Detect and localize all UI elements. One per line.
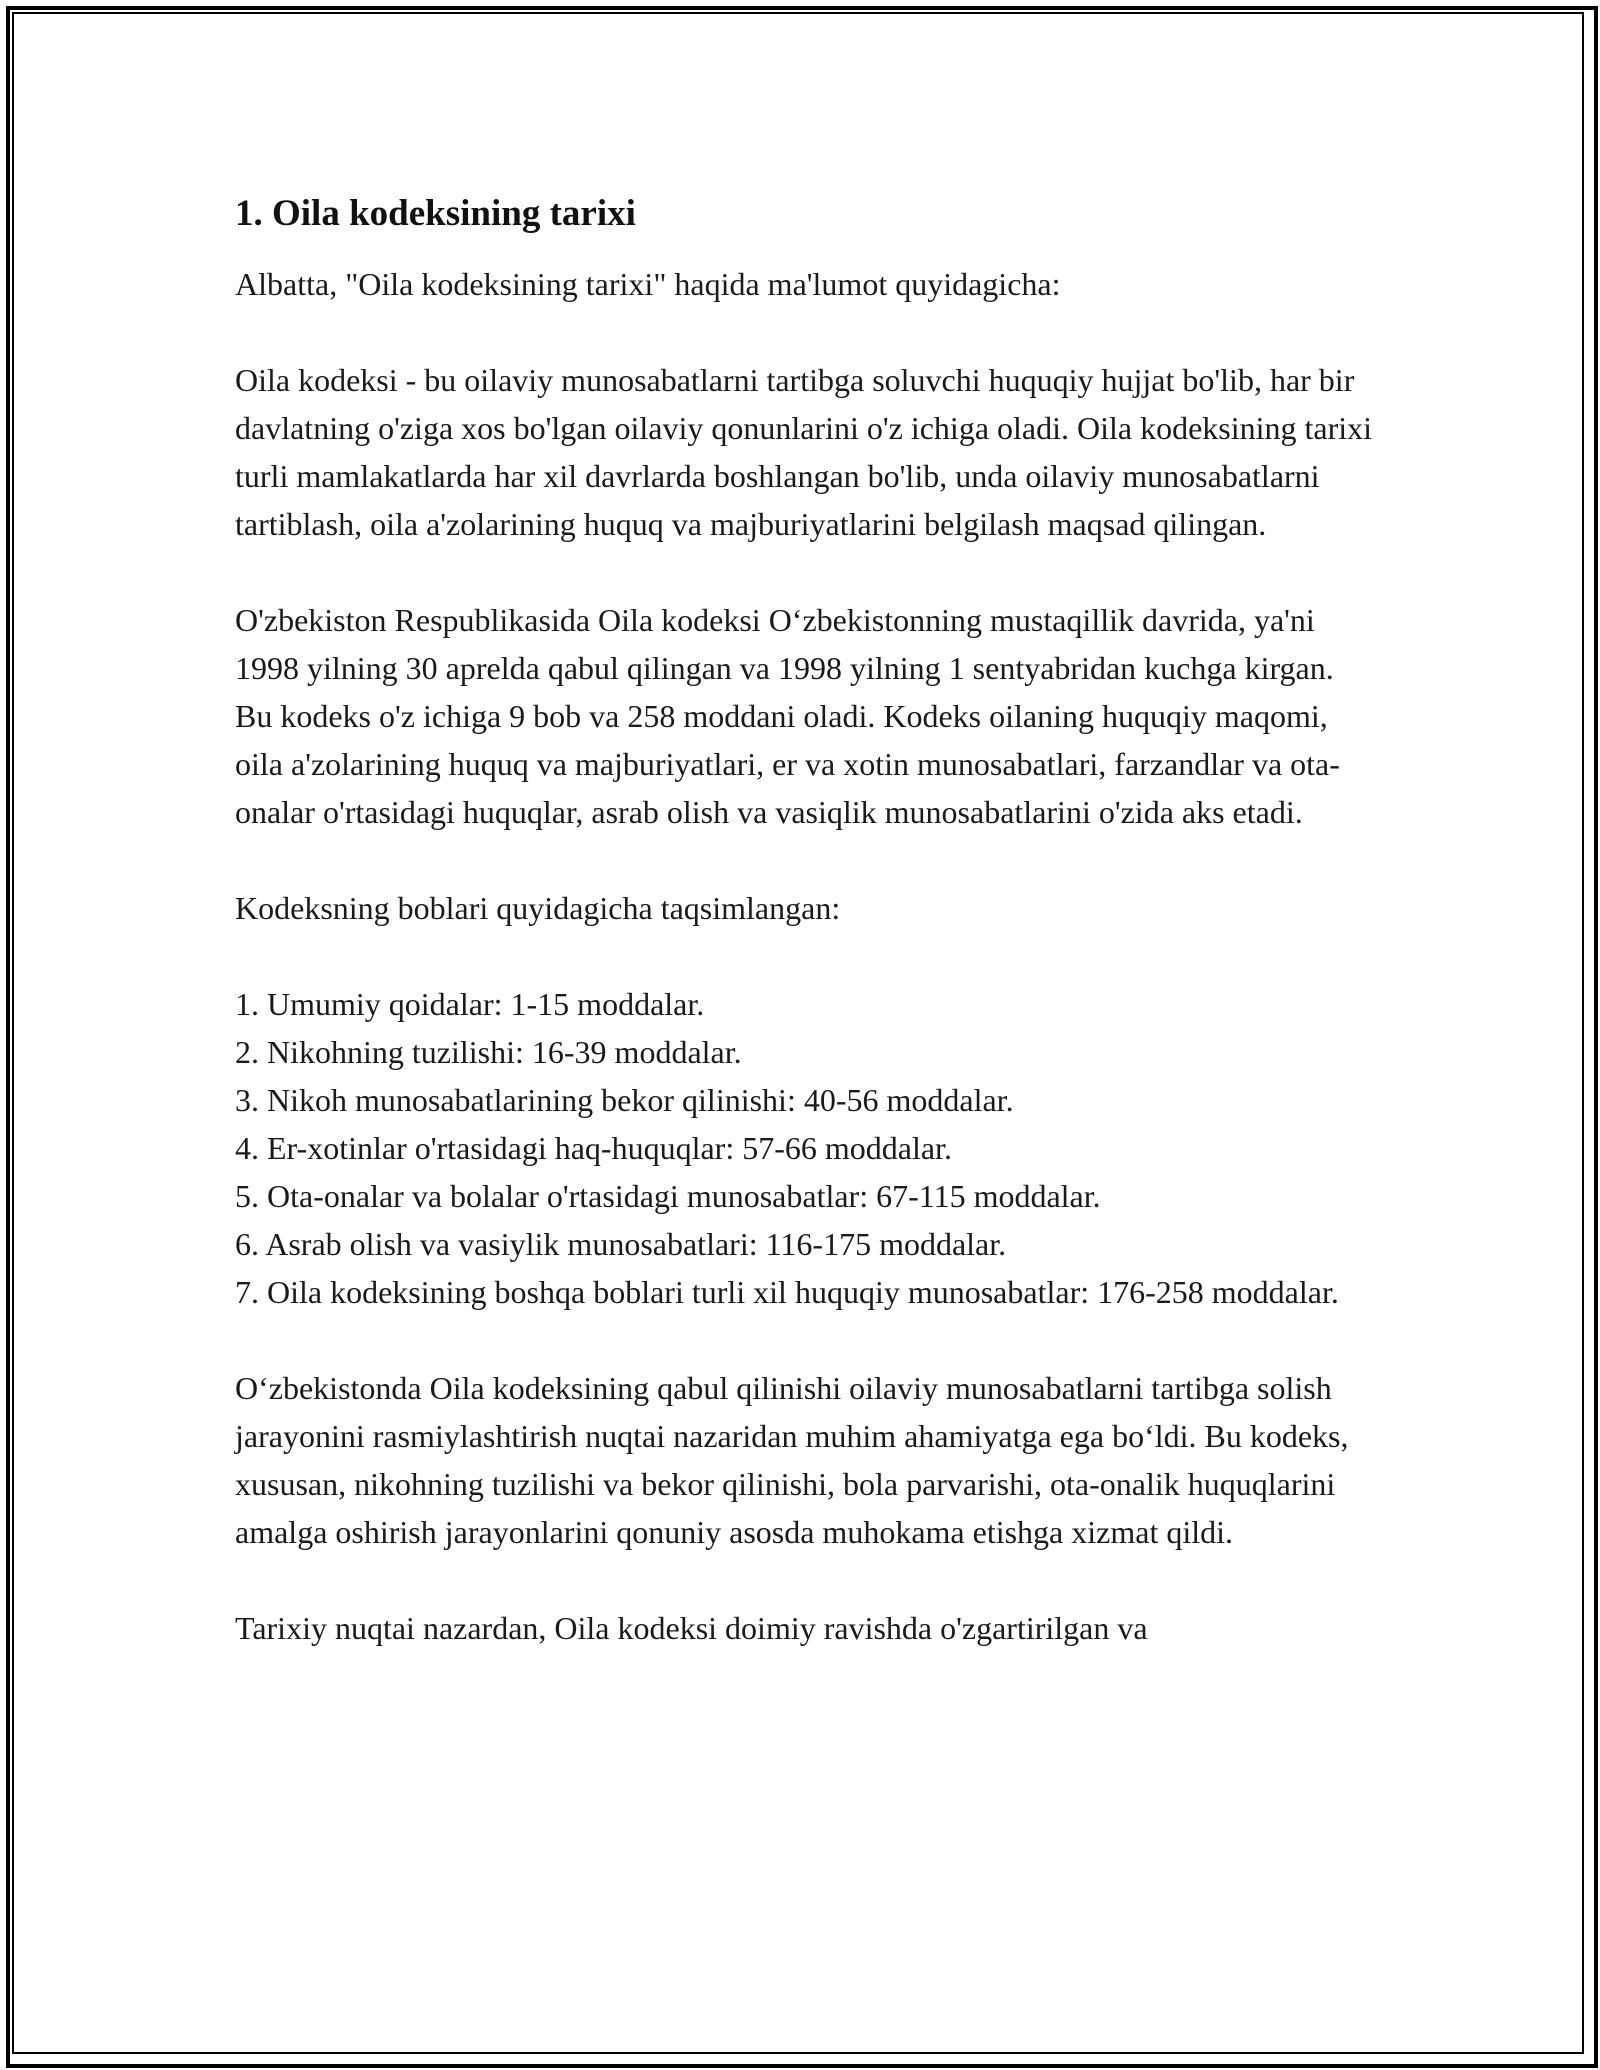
document-body xyxy=(235,190,1375,1700)
list-item: 2. Nikohning tuzilishi: 16-39 moddalar. xyxy=(235,1034,742,1070)
paragraph-family-code-definition: Oila kodeksi - bu oilaviy munosabatlarni tartibga soluvchi huquqiy hujjat bo'lib, har bir davlatning o'ziga xos bo'lgan oilaviy qonunlarini o'z ichiga oladi. Oila kodeksining tarixi turli mamlakatlarda har xil davrlarda boshlangan bo'lib, unda oilaviy munosabatlarni tartiblash, oila a'zolarining huquq va majburiyatlarini belgilash maqsad qilingan. xyxy=(235,362,1373,542)
chapters-intro-paragraph: Kodeksning boblari quyidagicha taqsimlangan: xyxy=(235,890,841,926)
chapters-list xyxy=(235,980,1375,1316)
list-item: 7. Oila kodeksining boshqa boblari turli xil huquqiy munosabatlar: 176-258 moddalar. xyxy=(235,1274,1339,1310)
list-item: 6. Asrab olish va vasiylik munosabatlari: 116-175 moddalar. xyxy=(235,1226,1007,1262)
paragraph-uzbekistan-family-code: O'zbekiston Respublikasida Oila kodeksi O‘zbekistonning mustaqillik davrida, ya'ni 1998 yilning 30 aprelda qabul qilingan va 1998 yilning 1 sentyabridan kuchga kirgan. Bu kodeks o'z ichiga 9 bob va 258 moddani oladi. Kodeks oilaning huquqiy maqomi, oila a'zolarining huquq va majburiyatlari, er va xotin munosabatlari, farzandlar va ota-onalar o'rtasidagi huquqlar, asrab olish va vasiqlik munosabatlarini o'zida aks etadi. xyxy=(235,602,1340,830)
paragraph-historical-note: Tarixiy nuqtai nazardan, Oila kodeksi doimiy ravishda o'zgartirilgan va xyxy=(235,1610,1148,1646)
list-item: 3. Nikoh munosabatlarining bekor qilinishi: 40-56 moddalar. xyxy=(235,1082,1014,1118)
list-item: 4. Er-xotinlar o'rtasidagi haq-huquqlar: 57-66 moddalar. xyxy=(235,1130,952,1166)
paragraph-code-significance: O‘zbekistonda Oila kodeksining qabul qilinishi oilaviy munosabatlarni tartibga solish jarayonini rasmiylashtirish nuqtai nazaridan muhim ahamiyatga ega bo‘ldi. Bu kodeks, xususan, nikohning tuzilishi va bekor qilinishi, bola parvarishi, ota-onalik huquqlarini amalga oshirish jarayonlarini qonuniy asosda muhokama etishga xizmat qildi. xyxy=(235,1370,1349,1550)
section-heading: 1. Oila kodeksining tarixi xyxy=(235,193,636,234)
list-item: 1. Umumiy qoidalar: 1-15 moddalar. xyxy=(235,986,705,1022)
list-item: 5. Ota-onalar va bolalar o'rtasidagi munosabatlar: 67-115 moddalar. xyxy=(235,1178,1101,1214)
intro-paragraph: Albatta, "Oila kodeksining tarixi" haqida ma'lumot quyidagicha: xyxy=(235,266,1061,302)
